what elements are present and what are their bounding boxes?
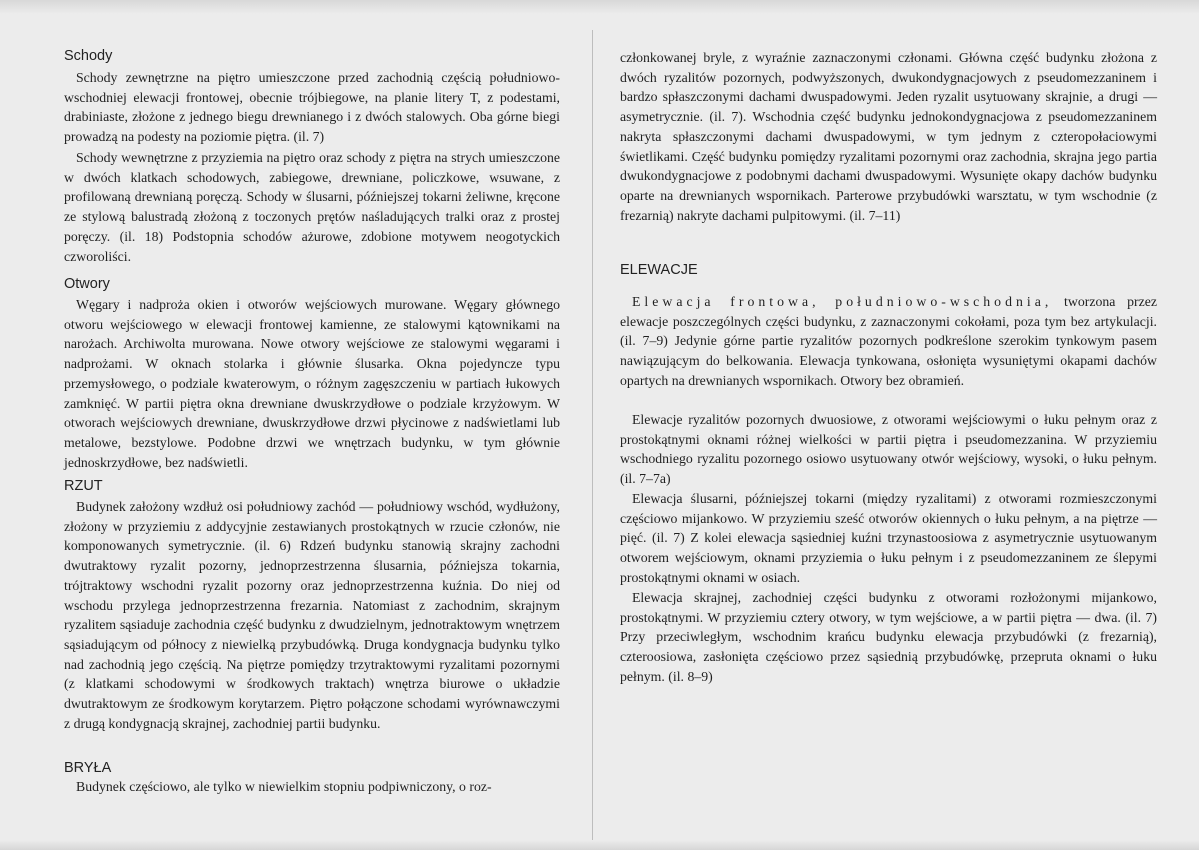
heading-schody: Schody bbox=[64, 48, 113, 64]
paragraph-elewacje-2: Elewacje ryzalitów pozornych dwuosiowe, z otworami wejściowymi o łuku pełnym oraz z prostokątnymi oknami różnej wielkości w partii piętra i pseudomezzanina. W przyziemiu wschodniego ryzalitu pozornego osiowo usytuowany otwór wejściowy, wysoki, o łuku pełnym. (il. 7–7a) bbox=[620, 412, 1157, 487]
page-gutter bbox=[592, 30, 593, 850]
paragraph-rzut: Budynek założony wzdłuż osi południowy zachód — południowy wschód, wydłużony, złożony w przyziemiu z addycyjnie zestawianych prostokątnych w rzucie członów, nie komponowanych symetrycznie. (il. 6) Rdzeń budynku stanowią skrajny zachodni dwutraktowy ryzalit pozorny, jednoprzestrzenna ślusarnia, późniejsza tokarnia, trójtraktowy wschodni ryzalit pozorny oraz jednoprzestrzenna kuźnia. Do niej od wschodu przylega jednoprzestrzenna frezarnia. Natomiast z zachodnim, skrajnym ryzalitem sąsiaduje zachodnia część budynku z dwudzielnym, jednotraktowym wnętrzem sąsiadującym od północy z niewielką przybudówką. Druga kondygnacja budynku tylko nad zachodnią jego częścią. Na piętrze pomiędzy trzytraktowymi ryzalitami pozornymi (z klatkami schodowymi w środkowych traktach) wnętrza biurowe o układzie dwutraktowym ze środkowym korytarzem. Piętro połączone schodami wyrównawczymi z drugą kondygnacją skrajnej, zachodniej partii budynku. bbox=[64, 499, 560, 731]
paragraph-otwory: Węgary i nadproża okien i otworów wejściowych murowane. Węgary głównego otworu wejściowego w elewacji frontowej kamienne, ze stalowymi kątownikami na narożach. Archiwolta murowana. Nowe otwory wejściowe ze stalowymi węgarami i nadprożami. W oknach stolarka i głównie ślusarka. Okna pojedyncze typu przemysłowego, o podziale kwaterowym, o różnym zagęszczeniu w partiach łukowych zamknięć. W partii piętra okna drewniane dwuskrzydłowe o podziale krzyżowym. W otworach wejściowych drewniane, dwuskrzydłowe drzwi płycinowe z nadświetlami lub metalowe, bezstylowe. Podobne drzwi we wnętrzach budynku, w tym głównie jednoskrzydłowe, bez nadświetli. bbox=[64, 297, 560, 470]
heading-rzut: RZUT bbox=[64, 478, 103, 494]
heading-elewacje: ELEWACJE bbox=[620, 262, 698, 278]
paragraph-elewacje-4: Elewacja skrajnej, zachodniej części budynku z otworami rozłożonymi mijankowo, prostokątnymi. W przyziemiu cztery otwory, w tym wejściowe, a w partii piętra — dwa. (il. 7) Przy przeciwległym, wschodnim krańcu budynku elewacja przybudówki (z frezarnią), czteroosiowa, zasłonięta częściowo przez sąsiednią przybudówkę, przepruta oknami o łuku pełnym. (il. 8–9) bbox=[620, 590, 1157, 684]
paragraph-bryla-continued: członkowanej bryle, z wyraźnie zaznaczonymi członami. Główna część budynku złożona z dwóch ryzalitów pozornych, podwyższonych, dwukondygnacjowych z pseudomezzaninem i bardzo spłaszczonymi dachami dwuspadowymi. Jeden ryzalit usytuowany skrajnie, a drugi — asymetrycznie. (il. 7). Wschodnia część budynku jednokondygnacjowa z pseudomezzaninem nakryta spłaszczonymi dachami dwuspadowymi, w tym jednym z czteropołaciowymi świetlikami. Część budynku pomiędzy ryzalitami pozornymi oraz zachodnia, skrajna jego partia dwukondygnacjowe z podobnymi dachami dwuspadowymi. Wysunięte okapy dachów budynku oparte na drewnianych wspornikach. Parterowe przybudówki warsztatu, w tym wschodnie (z frezarnią) nakryte dachami pulpitowymi. (il. 7–11) bbox=[620, 50, 1157, 223]
heading-otwory: Otwory bbox=[64, 276, 110, 292]
paragraph-schody-1: Schody zewnętrzne na piętro umieszczone przed zachodnią częścią południowo-wschodniej elewacji frontowej, obecnie trójbiegowe, na planie litery T, z podestami, drabiniaste, złożone z jednego biegu drewnianego i z dwóch stalowych. Oba górne biegi prowadzą na podesty na poziomie piętra. (il. 7) bbox=[64, 70, 560, 145]
paragraph-schody-2: Schody wewnętrzne z przyziemia na piętro oraz schody z piętra na strych umieszczone w dwóch klatkach schodowych, zabiegowe, drewniane, policzkowe, wsuwane, z profilowaną drewnianą poręczą. Schody w ślusarni, późniejszej tokarni żeliwne, kręcone ze stylową balustradą złożoną z toczonych prętów naśladujących tralki oraz z prostej poręczy. (il. 18) Podstopnia schodów ażurowe, zdobione motywem neogotyckich czworoliści. bbox=[64, 150, 560, 264]
paragraph-elewacje-1 bbox=[620, 292, 1157, 391]
paragraph-bryla-start: Budynek częściowo, ale tylko w niewielkim stopniu podpiwniczony, o roz- bbox=[76, 779, 492, 794]
spaced-lead-text: Elewacja frontowa, południowo-wschodnia, bbox=[632, 294, 1053, 309]
paragraph-elewacje-3: Elewacja ślusarni, późniejszej tokarni (między ryzalitami) z otworami rozmieszczonymi częściowo mijankowo. W przyziemiu sześć otworów okiennych o łuku pełnym, a na piętrze — pięć. (il. 7) Z kolei elewacja sąsiedniej kuźni trzynastoosiowa z asymetrycznie usytuowanym otworem wejściowym, oknami przyziemia o łuku pełnym i z pseudomezzaninem ze ślepymi prostokątnymi oknami w osiach. bbox=[620, 491, 1157, 585]
heading-bryla: BRYŁA bbox=[64, 760, 112, 776]
paragraph-elewacje-1-rest: tworzona przez elewacje poszczególnych części budynku, z zaznaczonymi cokołami, poza tym bez artykulacji. (il. 7–9) Jedynie górne partie ryzalitów pozornych podkreślone szerokim tynkowym pasem nawiązującym do belkowania. Elewacja tynkowana, osłonięta wysuniętymi okapami dachów opartych na drewnianych wspornikach. Otwory bez obramień. bbox=[620, 294, 1157, 388]
